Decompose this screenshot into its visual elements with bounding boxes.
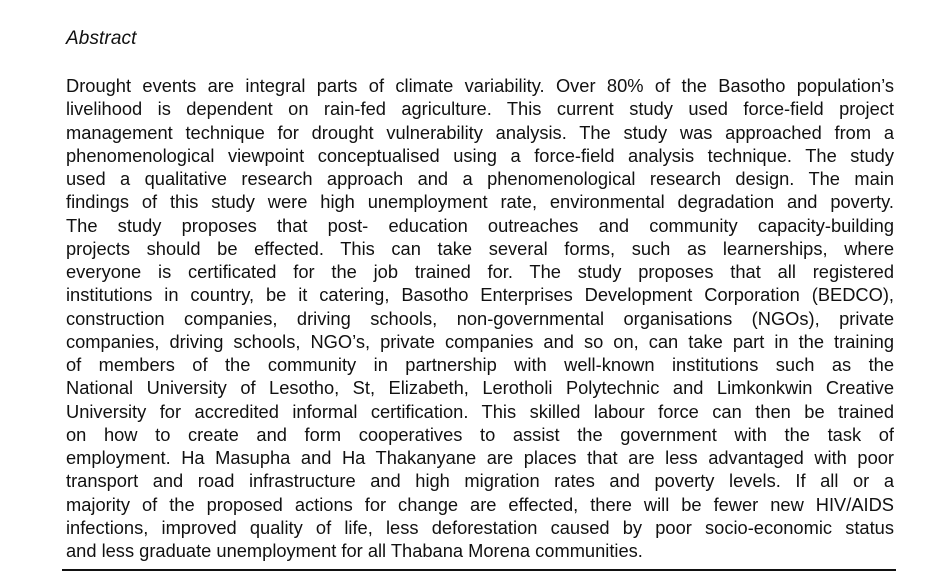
abstract-line: of members of the community in partnership with well-known institutions such as the <box>66 354 894 375</box>
abstract-line: transport and road infrastructure and high migration rates and poverty levels. If all or a <box>66 470 894 492</box>
abstract-line: employment. Ha Masupha and Ha Thakanyane are places that are less advantaged with poor <box>66 447 894 468</box>
abstract-line: companies, driving schools, NGO’s, private companies and so on, can take part in the training <box>66 330 894 352</box>
abstract-body <box>66 74 894 562</box>
abstract-line: The study proposes that post- education outreaches and community capacity-building <box>66 214 894 236</box>
abstract-line: majority of the proposed actions for change are effected, there will be fewer new HIV/AIDS <box>66 493 894 515</box>
abstract-heading: Abstract <box>66 28 137 49</box>
abstract-line: phenomenological viewpoint conceptualised using a force-field analysis technique. The study <box>66 144 894 166</box>
abstract-line: used a qualitative research approach and a phenomenological research design. The main <box>66 168 894 189</box>
abstract-line: management technique for drought vulnerability analysis. The study was approached from a <box>66 121 894 143</box>
abstract-line: Drought events are integral parts of climate variability. Over 80% of the Basotho population’s <box>66 75 894 96</box>
abstract-line: on how to create and form cooperatives to assist the government with the task of <box>66 423 894 445</box>
abstract-line: projects should be effected. This can take several forms, such as learnerships, where <box>66 237 894 259</box>
abstract-line: institutions in country, be it catering, Basotho Enterprises Development Corporation (BEDCO), <box>66 284 894 306</box>
abstract-line: infections, improved quality of life, less deforestation caused by poor socio-economic status <box>66 516 894 538</box>
abstract-line: University for accredited informal certification. This skilled labour force can then be trained <box>66 400 894 422</box>
abstract-line: construction companies, driving schools, non-governmental organisations (NGOs), private <box>66 307 894 329</box>
bottom-rule <box>62 569 896 571</box>
abstract-line: findings of this study were high unemployment rate, environmental degradation and poverty. <box>66 191 894 213</box>
abstract-line: livelihood is dependent on rain-fed agriculture. This current study used force-field project <box>66 98 894 120</box>
abstract-line: National University of Lesotho, St, Elizabeth, Lerotholi Polytechnic and Limkonkwin Creative <box>66 377 894 399</box>
abstract-line: everyone is certificated for the job trained for. The study proposes that all registered <box>66 261 894 282</box>
abstract-line: and less graduate unemployment for all Thabana Morena communities. <box>66 540 643 561</box>
